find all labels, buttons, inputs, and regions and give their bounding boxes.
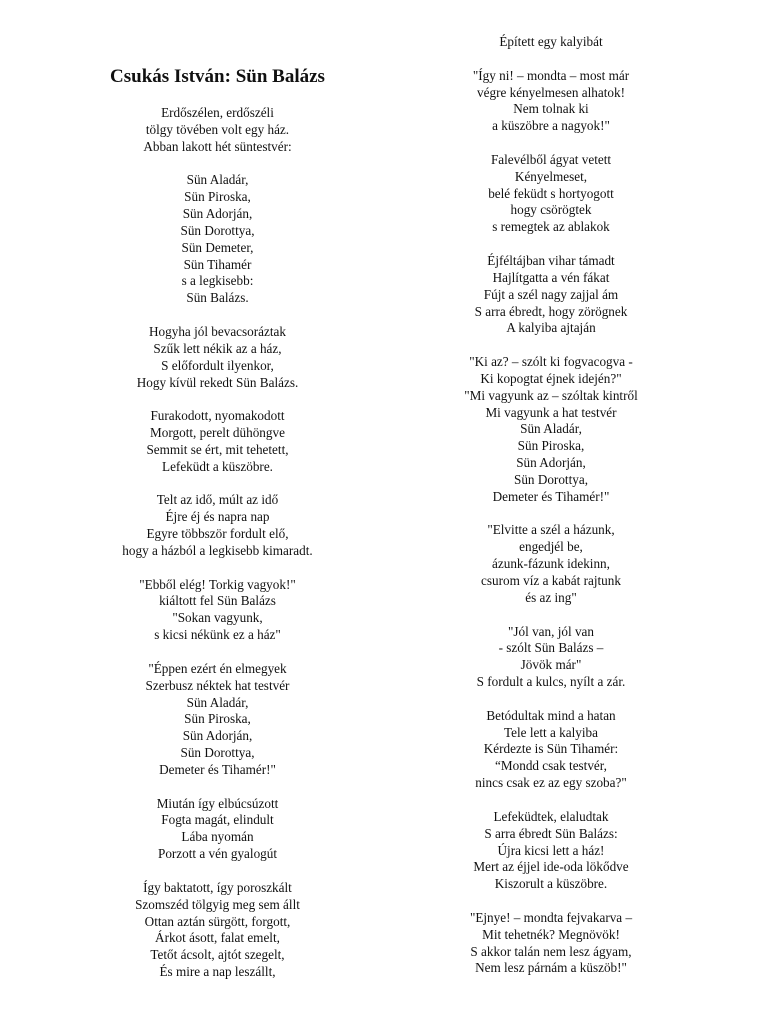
poem-line: engedjél be, (519, 539, 583, 555)
stanza (420, 152, 682, 236)
poem-line: A kalyiba ajtaján (506, 320, 596, 336)
poem-line: Éjféltájban vihar támadt (487, 252, 615, 268)
poem-line: Telt az idő, múlt az idő (156, 492, 279, 508)
poem-line: Tetőt ácsolt, ajtót szegelt, (150, 947, 285, 963)
poem-line: nincs csak ez az egy szoba?" (475, 775, 627, 791)
poem-line: Lefeküdt a küszöbre. (162, 458, 273, 474)
poem-line: Nem tolnak ki (513, 101, 589, 117)
poem-line: Semmit se ért, mit tehetett, (146, 441, 289, 457)
poem-line: Jövök már" (520, 657, 582, 673)
poem-line: s kicsi nékünk ez a ház" (154, 627, 281, 643)
stanza (420, 354, 682, 506)
poem-line: Erdőszélen, erdőszéli (161, 105, 274, 120)
poem-line: tölgy tövében volt egy ház. (145, 121, 290, 137)
poem-line: "Ki az? – szólt ki fogvacogva - (469, 354, 633, 370)
stanza (90, 492, 345, 559)
poem-line: Fújt a szél nagy zajjal ám (483, 286, 619, 302)
stanza (90, 577, 345, 644)
poem-line: Hogyha jól bevacsoráztak (149, 323, 286, 339)
poem-line: Éjre éj és napra nap (165, 509, 270, 525)
poem-line: Mit tehetnék? Megnövök! (482, 926, 620, 942)
stanza (90, 324, 345, 391)
poem-line: Fogta magát, elindult (161, 812, 274, 828)
poem-line: Árkot ásott, falat emelt, (155, 930, 280, 946)
poem-line: hogy csörögtek (510, 202, 592, 218)
poem-line: Sün Aladár, (186, 172, 249, 188)
poem-line: "Mi vagyunk az – szóltak kintről (464, 387, 638, 403)
poem-line: És mire a nap leszállt, (159, 964, 276, 980)
poem-line: Lefeküdtek, elaludtak (493, 808, 609, 824)
poem-line: Mert az éjjel ide-oda lökődve (473, 859, 629, 875)
poem-line: Furakodott, nyomakodott (150, 408, 285, 424)
poem-line: Kényelmeset, (514, 168, 588, 184)
poem-line: Kiszorult a küszöbre. (494, 876, 608, 892)
left-stanzas (90, 105, 345, 981)
stanza (420, 68, 682, 135)
stanza (420, 34, 682, 51)
poem-line: Így baktatott, így poroszkált (143, 879, 292, 895)
poem-line: és az ing" (525, 589, 577, 605)
stanza (420, 624, 682, 691)
stanza (90, 105, 345, 156)
poem-line: Tele lett a kalyiba (504, 724, 598, 740)
poem-line: Sün Piroska, (184, 711, 251, 727)
stanza (90, 880, 345, 981)
poem-line: s remegtek az ablakok (492, 219, 610, 235)
poem-line: s a legkisebb: (181, 273, 254, 289)
poem-line: Abban lakott hét süntestvér: (143, 138, 292, 154)
poem-line: Sün Dorottya, (514, 471, 588, 487)
stanza (420, 522, 682, 606)
poem-line: Sün Adorján, (182, 206, 253, 222)
stanza (90, 661, 345, 779)
poem-line: S arra ébredt, hogy zörögnek (474, 303, 628, 319)
poem-line: Szomszéd tölgyig meg sem állt (135, 896, 300, 912)
stanza (90, 796, 345, 863)
poem-line: "Sokan vagyunk, (172, 610, 263, 626)
stanza (90, 172, 345, 307)
poem-line: "Így ni! – mondta – most már (472, 67, 630, 83)
poem-line: Kérdezte is Sün Tihamér: (483, 741, 619, 757)
stanza (420, 809, 682, 893)
poem-line: Sün Tihamér (183, 256, 252, 272)
stanza (420, 910, 682, 977)
stanza (420, 708, 682, 792)
poem-line: ázunk-fázunk idekinn, (492, 556, 610, 572)
poem-line: a küszöbre a nagyok!" (492, 118, 610, 134)
poem-line: belé feküdt s hortyogott (488, 185, 614, 201)
poem-line: S fordult a kulcs, nyílt a zár. (476, 674, 626, 690)
poem-line: "Éppen ezért én elmegyek (148, 660, 287, 676)
poem-line: "Jól van, jól van (508, 623, 594, 639)
poem-line: Demeter és Tihamér!" (492, 488, 610, 504)
poem-line: Sün Dorottya, (180, 745, 255, 761)
poem-line: Sün Piroska, (184, 189, 251, 205)
poem-line: Szerbusz néktek hat testvér (145, 677, 290, 693)
poem-line: Nem lesz párnám a küszöb!" (475, 960, 627, 976)
poem-line: Sün Aladár, (186, 694, 249, 710)
poem-line: csurom víz a kabát rajtunk (481, 573, 621, 588)
poem-line: Falevélből ágyat vetett (490, 151, 612, 167)
poem-line: Épített egy kalyibát (499, 34, 603, 49)
poem-title: Csukás István: Sün Balázs (110, 66, 325, 87)
poem-line: Demeter és Tihamér!" (159, 761, 276, 777)
poem-line: Sün Dorottya, (180, 222, 255, 238)
poem-line: S arra ébredt Sün Balázs: (484, 825, 618, 841)
poem-line: Morgott, perelt dühöngve (150, 425, 285, 441)
stanza (420, 253, 682, 337)
poem-line: Egyre többször fordult elő, (146, 526, 289, 542)
right-column (420, 34, 682, 977)
stanza (90, 408, 345, 475)
poem-line: Sün Piroska, (517, 438, 585, 454)
poem-line: kiáltott fel Sün Balázs (159, 593, 276, 609)
poem-line: Sün Balázs. (186, 290, 249, 306)
poem-line: Mi vagyunk a hat testvér (485, 404, 617, 420)
poem-line: hogy a házból a legkisebb kimaradt. (122, 542, 313, 558)
poem-line: - szólt Sün Balázs – (498, 640, 604, 656)
poem-line: "Ebből elég! Torkig vagyok!" (139, 576, 296, 592)
poem-line: Újra kicsi lett a ház! (497, 842, 605, 858)
poem-line: Szűk lett nékik az a ház, (153, 340, 282, 356)
poem-line: Ottan aztán sürgött, forgott, (144, 913, 291, 929)
poem-line: Miután így elbúcsúzott (156, 795, 279, 811)
poem-line: “Mondd csak testvér, (495, 758, 607, 774)
poem-line: Hogy kívül rekedt Sün Balázs. (136, 374, 299, 390)
poem-line: Ki kopogtat éjnek idején?" (480, 370, 622, 386)
poem-line: Betódultak mind a hatan (486, 707, 616, 723)
right-stanzas (420, 34, 682, 977)
poem-line: Sün Aladár, (520, 421, 582, 437)
poem-line: Sün Adorján, (182, 728, 253, 744)
poem-line: Hajlítgatta a vén fákat (492, 269, 610, 285)
poem-line: "Ejnye! – mondta fejvakarva – (469, 909, 633, 925)
poem-line: "Elvitte a szél a házunk, (487, 522, 615, 538)
poem-line: Porzott a vén gyalogút (157, 846, 278, 862)
poem-line: Sün Demeter, (181, 239, 254, 255)
poem-line: S akkor talán nem lesz ágyam, (470, 943, 632, 959)
poem-line: S előfordult ilyenkor, (161, 357, 274, 373)
poem-line: Lába nyomán (181, 829, 254, 845)
left-column (90, 65, 345, 981)
poem-line: végre kényelmesen alhatok! (477, 84, 625, 100)
poem-line: Sün Adorján, (516, 455, 586, 471)
